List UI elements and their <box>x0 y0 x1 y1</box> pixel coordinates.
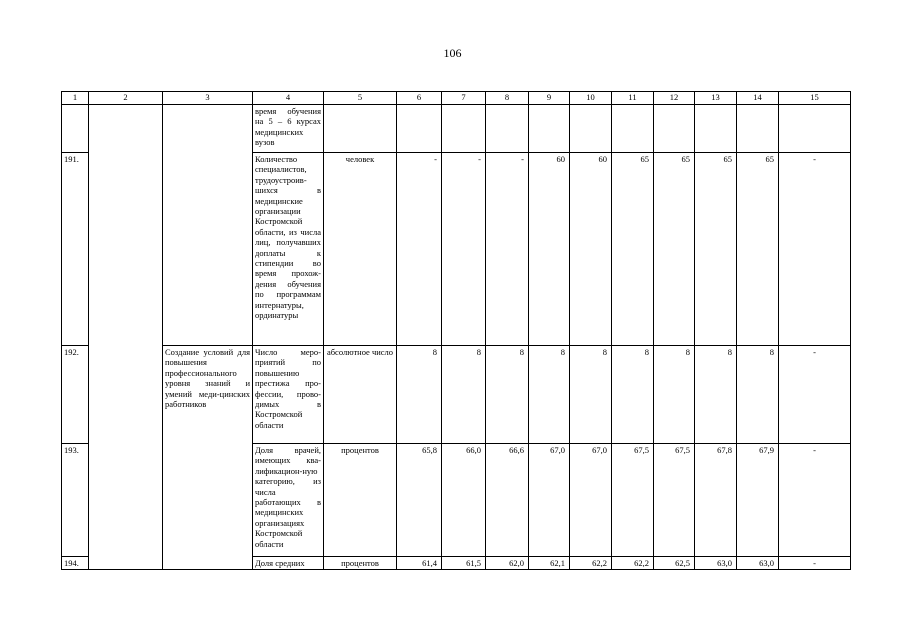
value-cell-7: 66,0 <box>442 444 486 557</box>
value-cell-14: 8 <box>737 346 779 444</box>
value-cell-7: 61,5 <box>442 557 486 570</box>
value-cell-11 <box>612 105 654 153</box>
value-cell-7: 8 <box>442 346 486 444</box>
value-cell-10: 62,2 <box>570 557 612 570</box>
column-header-13: 13 <box>695 92 737 105</box>
unit-cell <box>324 105 397 153</box>
row-number-cell: 193. <box>62 444 89 557</box>
note-cell: - <box>779 346 851 444</box>
value-cell-13: 65 <box>695 153 737 346</box>
value-cell-14 <box>737 105 779 153</box>
unit-cell: процентов <box>324 557 397 570</box>
column-header-12: 12 <box>654 92 695 105</box>
column-header-7: 7 <box>442 92 486 105</box>
value-cell-10: 8 <box>570 346 612 444</box>
value-cell-10: 60 <box>570 153 612 346</box>
table-row <box>62 105 851 153</box>
value-cell-12: 62,5 <box>654 557 695 570</box>
note-cell: - <box>779 444 851 557</box>
value-cell-6: - <box>397 153 442 346</box>
column-header-10: 10 <box>570 92 612 105</box>
goal-description-cell: Создание условий для повышения профессионального уровня знаний и умений меди-цинских работников <box>163 346 253 570</box>
column-header-11: 11 <box>612 92 654 105</box>
value-cell-6 <box>397 105 442 153</box>
col2-cell <box>89 105 163 570</box>
value-cell-11: 65 <box>612 153 654 346</box>
value-cell-11: 67,5 <box>612 444 654 557</box>
column-header-14: 14 <box>737 92 779 105</box>
row-number-cell: 194. <box>62 557 89 570</box>
value-cell-8: 66,6 <box>486 444 529 557</box>
column-header-15: 15 <box>779 92 851 105</box>
value-cell-11: 8 <box>612 346 654 444</box>
indicators-table <box>61 91 851 570</box>
value-cell-12: 8 <box>654 346 695 444</box>
note-cell: - <box>779 557 851 570</box>
indicator-name-cell: время обучения на 5 – 6 курсах медицинских вузов <box>253 105 324 153</box>
value-cell-11: 62,2 <box>612 557 654 570</box>
value-cell-12: 65 <box>654 153 695 346</box>
value-cell-6: 8 <box>397 346 442 444</box>
value-cell-12 <box>654 105 695 153</box>
col3-cell <box>163 105 253 346</box>
row-number-cell: 192. <box>62 346 89 444</box>
value-cell-14: 65 <box>737 153 779 346</box>
column-header-4: 4 <box>253 92 324 105</box>
value-cell-9: 60 <box>529 153 570 346</box>
value-cell-10 <box>570 105 612 153</box>
column-header-3: 3 <box>163 92 253 105</box>
value-cell-8 <box>486 105 529 153</box>
value-cell-7: - <box>442 153 486 346</box>
value-cell-8: 8 <box>486 346 529 444</box>
note-cell: - <box>779 153 851 346</box>
header-row <box>62 92 851 105</box>
value-cell-13: 67,8 <box>695 444 737 557</box>
column-header-2: 2 <box>89 92 163 105</box>
column-header-5: 5 <box>324 92 397 105</box>
unit-cell: человек <box>324 153 397 346</box>
value-cell-6: 61,4 <box>397 557 442 570</box>
value-cell-9: 62,1 <box>529 557 570 570</box>
value-cell-13: 63,0 <box>695 557 737 570</box>
value-cell-12: 67,5 <box>654 444 695 557</box>
unit-cell: абсолютное число <box>324 346 397 444</box>
value-cell-14: 67,9 <box>737 444 779 557</box>
value-cell-8: 62,0 <box>486 557 529 570</box>
row-number-cell <box>62 105 89 153</box>
value-cell-6: 65,8 <box>397 444 442 557</box>
unit-cell: процентов <box>324 444 397 557</box>
value-cell-10: 67,0 <box>570 444 612 557</box>
column-header-8: 8 <box>486 92 529 105</box>
value-cell-9 <box>529 105 570 153</box>
table-row <box>62 346 851 444</box>
value-cell-13: 8 <box>695 346 737 444</box>
indicator-name-cell: Количество специалистов, трудоустроив-шихся в медицинские организации Костромской области, из числа лиц, получавших доплаты к стипендии во время прохож-дения обучения по программам интернатуры, ординатуры <box>253 153 324 346</box>
column-header-9: 9 <box>529 92 570 105</box>
indicator-name-cell: Число меро-приятий по повышению престижа про-фессии, прово-димых в Костромской области <box>253 346 324 444</box>
indicator-name-cell: Доля врачей, имеющих ква-лификацион-ную категорию, из числа работающих в медицинских организациях Костромской области <box>253 444 324 557</box>
value-cell-9: 8 <box>529 346 570 444</box>
value-cell-9: 67,0 <box>529 444 570 557</box>
note-cell <box>779 105 851 153</box>
value-cell-8: - <box>486 153 529 346</box>
value-cell-13 <box>695 105 737 153</box>
page-number: 106 <box>443 46 462 60</box>
column-header-1: 1 <box>62 92 89 105</box>
value-cell-14: 63,0 <box>737 557 779 570</box>
column-header-6: 6 <box>397 92 442 105</box>
value-cell-7 <box>442 105 486 153</box>
row-number-cell: 191. <box>62 153 89 346</box>
indicator-name-cell: Доля средних <box>253 557 324 570</box>
